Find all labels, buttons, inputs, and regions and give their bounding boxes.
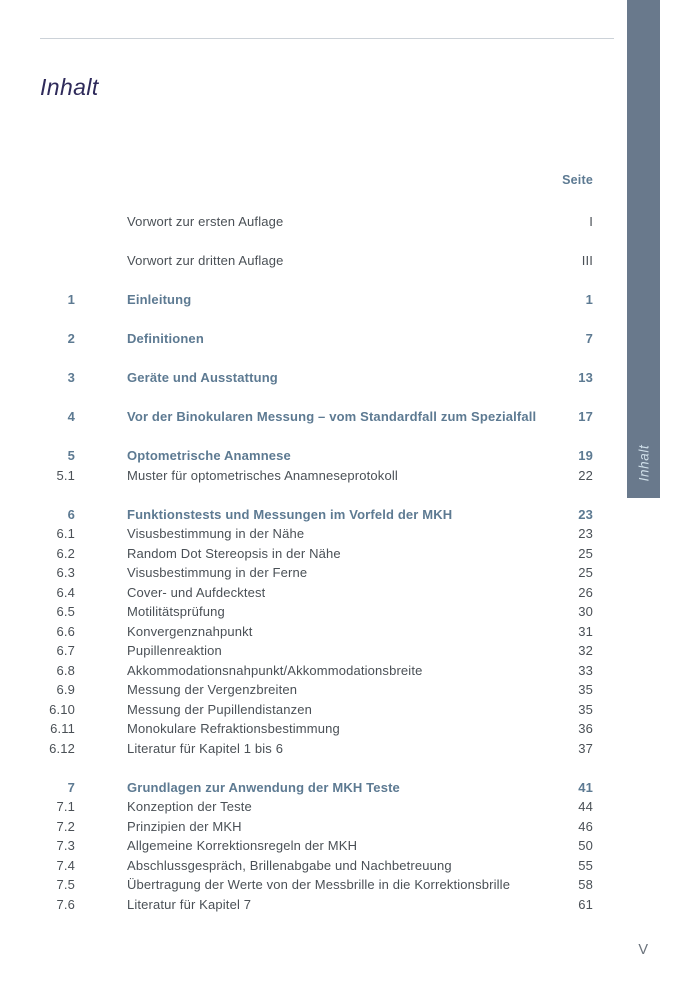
toc-entry-title: Konvergenznahpunkt — [127, 623, 253, 639]
toc-entry-page: III — [581, 253, 593, 268]
toc-row — [40, 466, 593, 486]
toc-entry-page: 31 — [578, 623, 593, 639]
toc-entry-number: 6.3 — [56, 565, 75, 580]
toc-entry-number: 6.7 — [56, 643, 75, 658]
toc-row — [40, 329, 593, 349]
toc-entry-number: 6.8 — [56, 662, 75, 678]
toc-row — [40, 817, 593, 837]
folio-page-number: V — [638, 942, 648, 958]
toc-entry-title: Visusbestimmung in der Ferne — [127, 565, 308, 580]
toc-row — [40, 563, 593, 583]
toc-entry-page: 33 — [578, 662, 593, 678]
toc-entry-title: Vor der Binokularen Messung – vom Standardfall zum Spezialfall — [127, 409, 537, 424]
toc-entry-page: 30 — [578, 604, 593, 619]
toc-entry-page: 61 — [578, 896, 593, 912]
toc-row — [40, 622, 593, 642]
toc-entry-page: 36 — [578, 721, 593, 736]
toc-row — [40, 739, 593, 759]
toc-row — [40, 407, 593, 427]
toc-entry-number: 6.12 — [49, 740, 75, 756]
toc-row — [40, 875, 593, 895]
toc-entry-number: 6.11 — [50, 721, 75, 736]
toc-row — [40, 700, 593, 720]
toc-entry-page: 50 — [578, 838, 593, 853]
toc-entry-title: Vorwort zur dritten Auflage — [127, 253, 284, 268]
toc-entry-title: Literatur für Kapitel 1 bis 6 — [127, 740, 284, 756]
toc-entry-page: 58 — [578, 877, 593, 892]
toc-entry-number: 7.4 — [56, 857, 75, 873]
toc-entry-title: Einleitung — [127, 292, 192, 307]
toc-row — [40, 368, 593, 388]
toc-entry-title: Messung der Pupillendistanzen — [127, 701, 313, 717]
toc-row — [40, 836, 593, 856]
toc-row — [40, 583, 593, 603]
toc-entry-title: Definitionen — [127, 331, 204, 346]
toc-entry-title: Funktionstests und Messungen im Vorfeld der MKH — [127, 506, 453, 522]
toc-row — [40, 290, 593, 310]
toc-entry-title: Abschlussgespräch, Brillenabgabe und Nachbetreuung — [127, 857, 452, 873]
toc-entry-title: Akkommodationsnahpunkt/Akkommodationsbreite — [127, 662, 423, 678]
toc-row — [40, 251, 593, 271]
toc-entry-title: Monokulare Refraktionsbestimmung — [127, 721, 340, 736]
toc-entry-title: Grundlagen zur Anwendung der MKH Teste — [127, 779, 400, 795]
toc-entry-number: 6.10 — [49, 701, 75, 717]
toc-entry-number: 7.2 — [56, 818, 75, 834]
toc-row — [40, 680, 593, 700]
toc-entry-page: 26 — [578, 584, 593, 600]
toc-row — [40, 505, 593, 525]
toc-entry-number: 4 — [67, 409, 75, 424]
toc-entry-number: 6.1 — [56, 526, 75, 541]
toc-row — [40, 524, 593, 544]
toc-row — [40, 778, 593, 798]
toc-row — [40, 661, 593, 681]
header-rule — [40, 38, 614, 39]
toc-entry-title: Geräte und Ausstattung — [127, 370, 278, 385]
toc-row — [40, 602, 593, 622]
toc-entry-title: Muster für optometrisches Anamneseprotokoll — [127, 467, 398, 483]
toc-entry-title: Literatur für Kapitel 7 — [127, 896, 252, 912]
toc-entry-page: 25 — [578, 545, 593, 561]
toc-entry-title: Vorwort zur ersten Auflage — [127, 214, 284, 229]
toc-entry-number: 6.5 — [56, 604, 75, 619]
toc-row — [40, 212, 593, 232]
toc-entry-number: 7 — [67, 779, 75, 795]
toc-entry-title: Prinzipien der MKH — [127, 818, 242, 834]
toc-entry-page: 41 — [578, 779, 593, 795]
toc-entry-page: 7 — [585, 331, 593, 346]
toc-entry-number: 5 — [67, 448, 75, 463]
page-title: Inhalt — [40, 74, 99, 100]
toc-entry-number: 6.2 — [56, 545, 75, 561]
toc-entry-page: 23 — [578, 526, 593, 541]
toc-entry-title: Motilitätsprüfung — [127, 604, 225, 619]
toc-entry-number: 7.3 — [56, 838, 75, 853]
toc-row — [40, 856, 593, 876]
toc-row — [40, 895, 593, 915]
toc-entry-number: 6 — [67, 506, 75, 522]
toc-entry-title: Allgemeine Korrektionsregeln der MKH — [127, 838, 358, 853]
chapter-thumb-tab — [627, 0, 660, 498]
toc-entry-number: 3 — [67, 370, 75, 385]
toc-row — [40, 797, 593, 817]
toc-entry-page: 46 — [578, 818, 593, 834]
toc-entry-number: 6.6 — [56, 623, 75, 639]
toc-entry-number: 7.6 — [56, 896, 75, 912]
toc-entry-page: 37 — [578, 740, 593, 756]
toc-entry-page: 19 — [578, 448, 593, 463]
toc-entry-title: Konzeption der Teste — [127, 799, 252, 814]
toc-entry-page: 35 — [578, 682, 593, 697]
page-column-header: Seite — [562, 173, 593, 187]
toc-entry-page: 32 — [578, 643, 593, 658]
toc-entry-title: Pupillenreaktion — [127, 643, 222, 658]
toc-entry-title: Messung der Vergenzbreiten — [127, 682, 298, 697]
toc-entry-page: 44 — [578, 799, 593, 814]
toc-entry-number: 2 — [67, 331, 75, 346]
toc-entry-page: I — [589, 214, 593, 229]
toc-entry-page: 22 — [578, 467, 593, 483]
toc-list — [40, 212, 593, 914]
toc-row — [40, 544, 593, 564]
toc-entry-title: Übertragung der Werte von der Messbrille in die Korrektionsbrille — [127, 877, 511, 892]
toc-entry-title: Optometrische Anamnese — [127, 448, 291, 463]
toc-entry-number: 1 — [67, 292, 75, 307]
toc-entry-page: 13 — [578, 370, 593, 385]
toc-entry-title: Visusbestimmung in der Nähe — [127, 526, 305, 541]
toc-entry-page: 55 — [578, 857, 593, 873]
toc-entry-number: 6.9 — [56, 682, 75, 697]
toc-entry-title: Cover- und Aufdecktest — [127, 584, 266, 600]
toc-entry-page: 17 — [578, 409, 593, 424]
toc-row — [40, 641, 593, 661]
toc-entry-number: 7.1 — [56, 799, 75, 814]
toc-entry-title: Random Dot Stereopsis in der Nähe — [127, 545, 341, 561]
toc-entry-page: 1 — [585, 292, 593, 307]
toc-row — [40, 719, 593, 739]
toc-entry-number: 5.1 — [56, 467, 75, 483]
toc-entry-number: 7.5 — [56, 877, 75, 892]
toc-entry-page: 23 — [578, 506, 593, 522]
toc-entry-number: 6.4 — [56, 584, 75, 600]
chapter-thumb-tab-label: Inhalt — [636, 444, 651, 482]
toc-entry-page: 35 — [578, 701, 593, 717]
toc-row — [40, 446, 593, 466]
toc-entry-page: 25 — [578, 565, 593, 580]
